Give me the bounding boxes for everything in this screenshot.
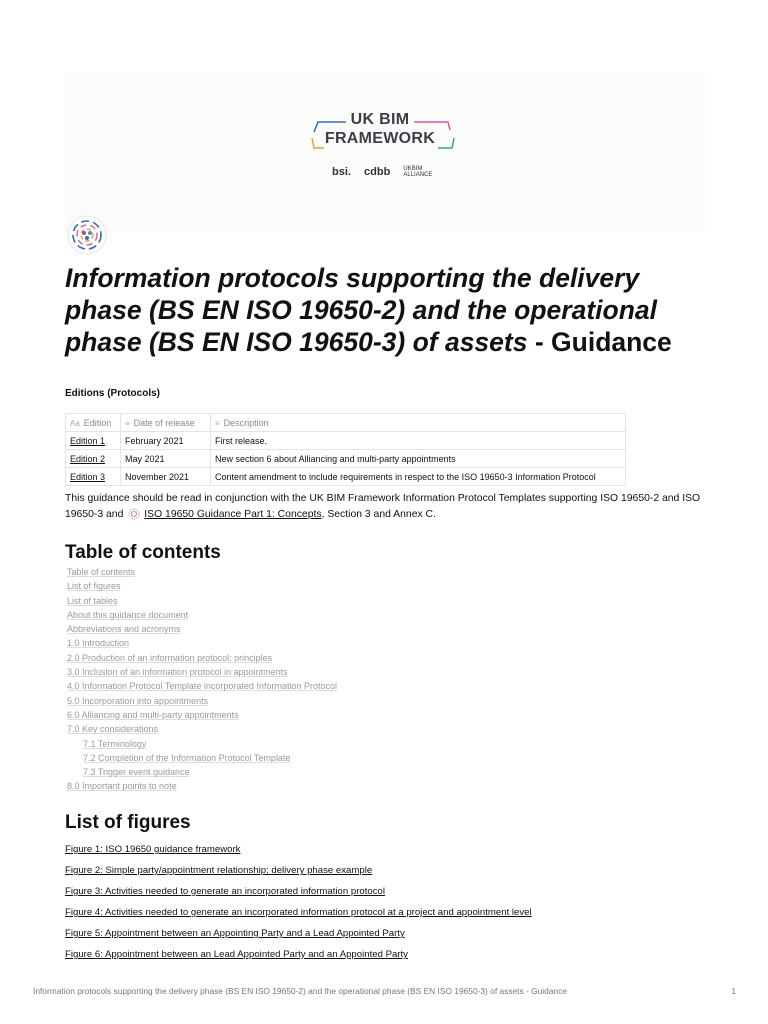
document-title [65,262,715,358]
uk-bim-framework-logo [310,110,470,190]
figure-link[interactable]: Figure 5: Appointment between an Appointing Party and a Lead Appointed Party [65,928,405,939]
toc-item[interactable]: List of figures [67,581,121,592]
logo-title-line2: FRAMEWORK [324,130,436,147]
toc-item[interactable]: 7.0 Key considerations [67,724,159,735]
header-description [211,414,626,432]
toc-item[interactable]: 4.0 Information Protocol Template incorporated Information Protocol [67,681,337,692]
figure-link[interactable]: Figure 3: Activities needed to generate an incorporated information protocol [65,886,385,897]
header-date [121,414,211,432]
edition-link[interactable]: Edition 1 [70,435,106,446]
edition-cell[interactable] [66,468,121,486]
toc-item[interactable]: 6.0 Alliancing and multi-party appointments [67,709,239,720]
header-banner [65,72,705,232]
figure-link[interactable]: Figure 6: Appointment between an Lead Appointed Party and an Appointed Party [65,949,408,960]
description-cell: New section 6 about Alliancing and multi-party appointments [211,450,626,468]
header-description-label: Description [223,417,269,428]
figure-link[interactable]: Figure 2: Simple party/appointment relationship; delivery phase example [65,865,373,876]
intro-paragraph [65,491,715,523]
editions-header-row [66,414,626,432]
header-edition [66,414,121,432]
toc-item[interactable]: Table of contents [67,567,136,577]
toc-item[interactable]: 7.3 Trigger event guidance [83,767,190,778]
intro-after: , Section 3 and Annex C. [321,509,436,520]
toc-item[interactable]: 7.2 Completion of the Information Protocol Template [83,752,291,763]
alliance-line2: ALLIANCE [403,172,433,179]
concepts-guidance-link[interactable]: ISO 19650 Guidance Part 1: Concepts [144,509,322,520]
lines-icon: ≡ [215,418,220,428]
table-row [66,468,626,486]
description-cell: First release. [211,432,626,450]
toc-item[interactable]: 3.0 Inclusion of an information protocol in appointments [67,667,288,678]
toc-item[interactable]: List of tables [67,595,118,606]
toc-list [67,565,337,794]
intro-before: This guidance should be read in conjunction with the UK BIM Framework Information Protocol Templates supporting ISO 19650-2 and ISO 19650-3 and [65,493,701,520]
edition-link[interactable]: Edition 3 [70,471,106,482]
edition-cell[interactable] [66,432,121,450]
text-icon: Aa [70,418,80,428]
logo-title-line1: UK BIM [350,111,410,128]
partner-logos [332,166,452,178]
alliance-line1: UKBIM [403,166,423,173]
table-row [66,432,626,450]
toc-item[interactable]: 2.0 Production of an information protocol: principles [67,652,273,663]
toc-heading: Table of contents [65,542,221,563]
editions-label: Editions (Protocols) [65,388,160,399]
date-cell: February 2021 [121,432,211,450]
figures-list [65,839,532,965]
editions-table [65,413,626,486]
logo-title [310,110,450,148]
page-number: 1 [731,986,736,996]
title-italic: Information protocols supporting the delivery phase (BS EN ISO 19650-2) and the operational phase (BS EN ISO 19650-3) of assets [65,263,657,357]
toc-item[interactable]: 8.0 Important points to note [67,781,177,792]
figures-heading: List of figures [65,812,191,833]
cdbb-logo: cdbb [364,166,391,178]
toc-item[interactable]: About this guidance document [67,609,189,620]
footer-text: Information protocols supporting the delivery phase (BS EN ISO 19650-2) and the operational phase (BS EN ISO 19650-3) of assets - Guidance [33,986,567,996]
toc-item[interactable]: 1.0 Introduction [67,638,130,649]
page-footer [33,986,736,996]
table-row [66,450,626,468]
toc-item[interactable]: 5.0 Incorporation into appointments [67,695,209,706]
description-cell: Content amendment to include requirements in respect to the ISO 19650-3 Information Protocol [211,468,626,486]
figure-link[interactable]: Figure 1: ISO 19650 guidance framework [65,844,241,855]
edition-link[interactable]: Edition 2 [70,453,106,464]
date-cell: May 2021 [121,450,211,468]
page-emblem-icon [66,214,108,256]
ukbim-alliance-logo [403,166,442,178]
toc-item[interactable]: Abbreviations and acronyms [67,624,181,635]
header-edition-label: Edition [83,417,112,428]
title-plain: - Guidance [527,327,672,357]
figure-link[interactable]: Figure 4: Activities needed to generate an incorporated information protocol at a project and appointment level [65,907,532,918]
lines-icon: ≡ [125,418,130,428]
bsi-logo: bsi. [332,166,351,178]
toc-item[interactable]: 7.1 Terminology [83,738,147,749]
header-date-label: Date of release [133,417,195,428]
edition-cell[interactable] [66,450,121,468]
page-emblem-icon [128,508,140,520]
date-cell: November 2021 [121,468,211,486]
